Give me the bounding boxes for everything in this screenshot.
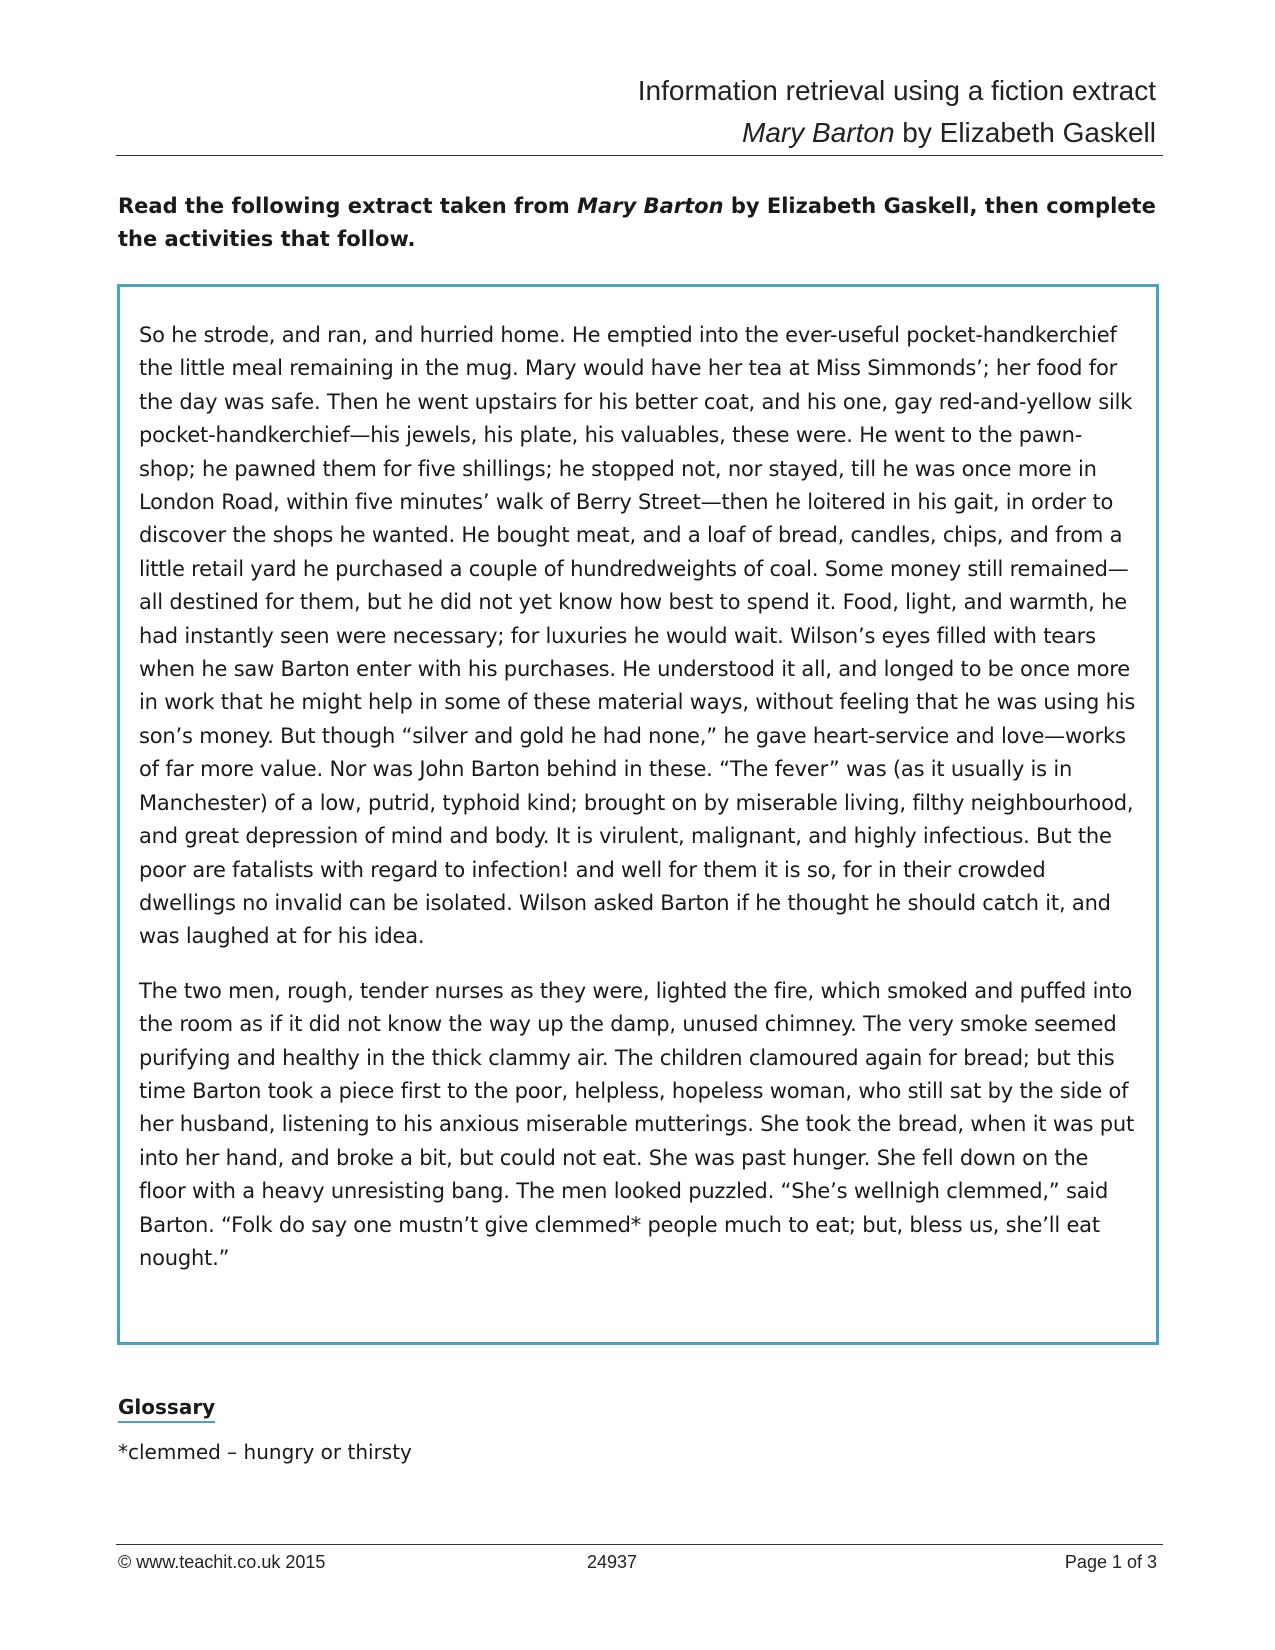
- instruction-book-title: Mary Barton: [577, 194, 724, 218]
- extract-paragraph: The two men, rough, tender nurses as they were, lighted the fire, which smoked and puffed into the room as if it did not know the way up the damp, unused chimney. The very smoke seemed purifying and healthy in the thick clammy air. The children clamoured again for bread; but this time Barton took a piece first to the poor, helpless, hopeless woman, who still sat by the side of her husband, listening to his anxious miserable mutterings. She took the bread, when it was put into her hand, and broke a bit, but could not eat. She was past hunger. She fell down on the floor with a heavy unresisting bang. The men looked puzzled. “She’s wellnigh clemmed,” said Barton. “Folk do say one mustn’t give clemmed* people much to eat; but, bless us, she’ll eat nought.”: [139, 978, 1134, 1270]
- footer-copyright: © www.teachit.co.uk 2015: [118, 1552, 326, 1572]
- footer-page-number: Page 1 of 3: [1064, 1552, 1157, 1572]
- extract-box: [117, 284, 1159, 1345]
- instruction-part: by Elizabeth Gaskell, then complete the activities that follow.: [118, 194, 1156, 251]
- book-title: Mary Barton: [742, 117, 895, 148]
- header-divider: [116, 155, 1163, 156]
- glossary-heading: Glossary: [118, 1393, 215, 1423]
- book-author: by Elizabeth Gaskell: [894, 117, 1156, 148]
- glossary-entry: *clemmed – hungry or thirsty: [118, 1440, 412, 1464]
- document-header: [116, 70, 1156, 154]
- instruction-part: Read the following extract taken from: [118, 194, 578, 218]
- book-byline: [116, 112, 1156, 154]
- footer-divider: [116, 1544, 1163, 1545]
- worksheet-title: Information retrieval using a fiction extract: [637, 75, 1156, 106]
- instruction-text: [118, 190, 1163, 256]
- extract-paragraph: So he strode, and ran, and hurried home. He emptied into the ever-useful pocket-handkerchief the little meal remaining in the mug. Mary would have her tea at Miss Simmonds’; her food for the day was safe. Then he went upstairs for his better coat, and his one, gay red-and-yellow silk pocket-handkerchief—his jewels, his plate, his valuables, these were. He went to the pawn-shop; he pawned them for five shillings; he stopped not, nor stayed, till he was once more in London Road, within five minutes’ walk of Berry Street—then he loitered in his gait, in order to discover the shops he wanted. He bought meat, and a loaf of bread, candles, chips, and from a little retail yard he purchased a couple of hundredweights of coal. Some money still remained—all destined for them, but he did not yet know how best to spend it. Food, light, and warmth, he had instantly seen were necessary; for luxuries he would wait. Wilson’s eyes filled with tears when he saw Barton enter with his purchases. He understood it all, and longed to be once more in work that he might help in some of these material ways, without feeling that he was using his son’s money. But though “silver and gold he had none,” he gave heart-service and love—works of far more value. Nor was John Barton behind in these. “The fever” was (as it usually is in Manchester) of a low, putrid, typhoid kind; brought on by miserable living, filthy neighbourhood, and great depression of mind and body. It is virulent, malignant, and highly infectious. But the poor are fatalists with regard to infection! and well for them it is so, for in their crowded dwellings no invalid can be isolated. Wilson asked Barton if he thought he should catch it, and was laughed at for his idea.: [139, 323, 1136, 949]
- footer-resource-code: 24937: [587, 1552, 638, 1572]
